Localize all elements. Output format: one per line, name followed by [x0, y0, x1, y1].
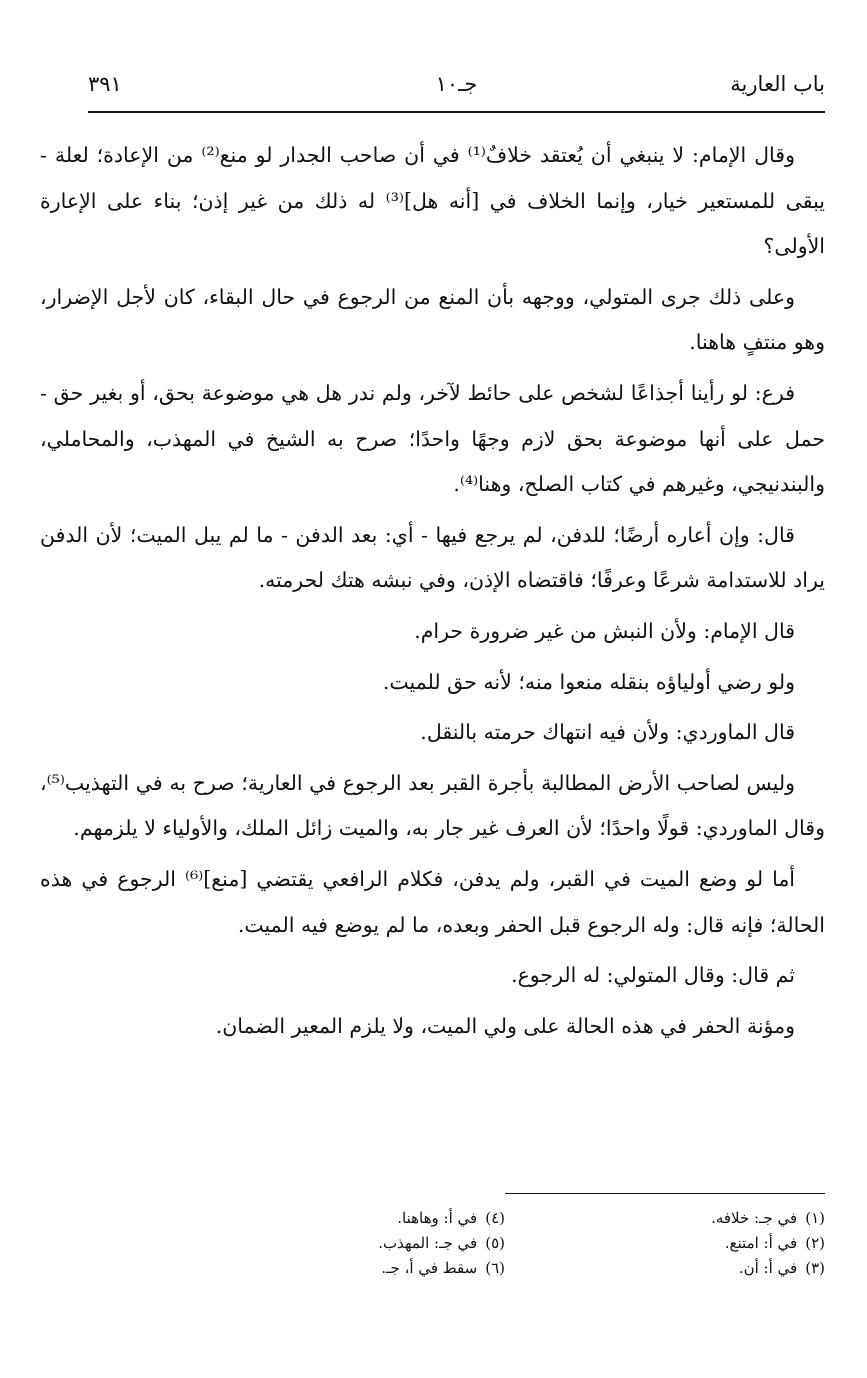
- footnote-number: (٦): [485, 1259, 505, 1277]
- paragraph: وقال الإمام: لا ينبغي أن يُعتقد خلافٌ⁽¹⁾ في أن صاحب الجدار لو منع⁽²⁾ من الإعادة؛ لعلة - يبقى للمستعير خيار، وإنما الخلاف في [أنه هل]⁽³⁾ له ذلك من غير إذن؛ بناء على الإعارة الأولى؟: [40, 143, 825, 259]
- paragraph: قال الماوردي: ولأن فيه انتهاك حرمته بالنقل.: [420, 720, 795, 745]
- footnote: [545, 1206, 825, 1231]
- footnote-number: (٢): [805, 1234, 825, 1252]
- footnote-text: في أ: وهاهنا.: [397, 1209, 478, 1227]
- paragraph: وليس لصاحب الأرض المطالبة بأجرة القبر بعد الرجوع في العارية؛ صرح به في التهذيب⁽⁵⁾، وقال الماوردي: قولًا واحدًا؛ لأن العرف غير جار به، والميت زائل الملك، والأولياء لا يلزمهم.: [40, 770, 825, 841]
- footnote: [545, 1231, 825, 1256]
- footnote: [225, 1206, 505, 1231]
- footnote: [545, 1256, 825, 1281]
- footnote-text: في أ: امتنع.: [724, 1234, 798, 1252]
- footnote-number: (٣): [805, 1259, 825, 1277]
- footnote-text: في أ: أن.: [738, 1259, 798, 1277]
- footnote: [225, 1231, 505, 1256]
- footnotes: [225, 1206, 825, 1296]
- footnote-text: في جـ: المهذب.: [378, 1234, 478, 1252]
- footnote-divider: [505, 1193, 825, 1194]
- footnote-number: (٥): [485, 1234, 505, 1252]
- chapter-title: باب العارية: [730, 72, 825, 96]
- main-text: [40, 133, 825, 1054]
- footnote-number: (٤): [485, 1209, 505, 1227]
- footnote-text: في جـ: خلافه.: [711, 1209, 798, 1227]
- footnote-column-right: [545, 1206, 825, 1281]
- paragraph: ومؤنة الحفر في هذه الحالة على ولي الميت، ولا يلزم المعير الضمان.: [215, 1013, 795, 1038]
- paragraph: قال: وإن أعاره أرضًا؛ للدفن، لم يرجع فيها - أي: بعد الدفن - ما لم يبل الميت؛ لأن الدفن يراد للاستدامة شرعًا وعرفًا؛ فاقتضاه الإذن، وفي نبشه هتك لحرمته.: [40, 522, 825, 593]
- paragraph: قال الإمام: ولأن النبش من غير ضرورة حرام.: [414, 618, 795, 643]
- part-number: جـ١٠: [435, 72, 478, 96]
- paragraph: وعلى ذلك جرى المتولي، ووجهه بأن المنع من الرجوع في حال البقاء، كان لأجل الإضرار، وهو منتفٍ هاهنا.: [40, 284, 825, 355]
- footnote-text: سقط في أ، جـ.: [381, 1259, 478, 1277]
- paragraph: ثم قال: وقال المتولي: له الرجوع.: [511, 963, 795, 988]
- footnote: [225, 1256, 505, 1281]
- paragraph: ولو رضي أولياؤه بنقله منعوا منه؛ لأنه حق للميت.: [382, 669, 795, 694]
- footnote-column-left: [225, 1206, 505, 1281]
- paragraph: فرع: لو رأينا أجذاعًا لشخص على حائط لآخر، ولم ندر هل هي موضوعة بحق، أو بغير حق - حمل على أنها موضوعة بحق لازم وجهًا واحدًا؛ صرح به الشيخ في المهذب، والمحاملي، والبندنيجي، وغيرهم في كتاب الصلح، وهنا⁽⁴⁾.: [40, 380, 825, 497]
- footnote-number: (١): [805, 1209, 825, 1227]
- paragraph: أما لو وضع الميت في القبر، ولم يدفن، فكلام الرافعي يقتضي [منع]⁽⁶⁾ الرجوع في هذه الحالة؛ فإنه قال: وله الرجوع قبل الحفر وبعده، ما لم يوضع فيه الميت.: [40, 866, 825, 937]
- page-number: ٣٩١: [88, 72, 122, 96]
- page-header: [88, 68, 825, 104]
- header-divider: [88, 111, 825, 113]
